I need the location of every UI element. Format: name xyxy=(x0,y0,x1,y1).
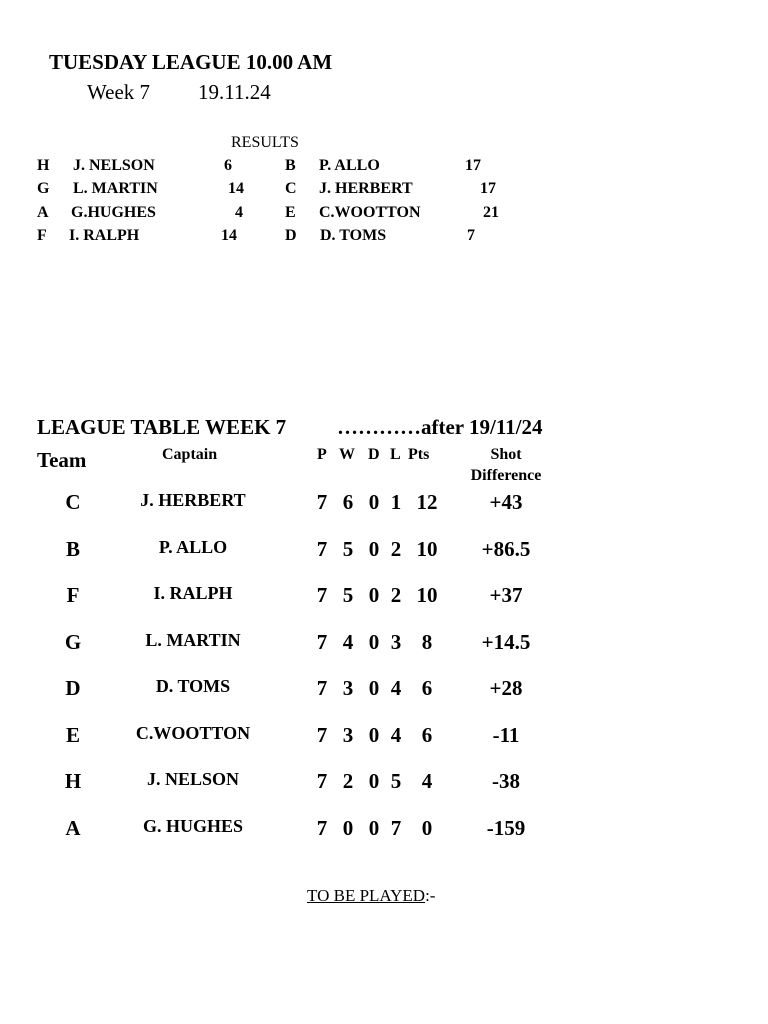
cell-pts: 10 xyxy=(416,583,438,607)
cell-pts: 0 xyxy=(421,816,433,840)
cell-captain: P. ALLO xyxy=(158,537,228,557)
cell-shot-difference: -11 xyxy=(492,723,520,747)
cell-d: 0 xyxy=(368,537,380,561)
header-team: Team xyxy=(37,448,87,472)
header-p: P xyxy=(317,446,327,463)
result-captain-away: J. HERBERT xyxy=(319,180,413,197)
results-heading: RESULTS xyxy=(231,134,299,151)
cell-captain: G. HUGHES xyxy=(142,816,244,836)
cell-shot-difference: +28 xyxy=(489,676,523,700)
cell-team: G xyxy=(64,630,82,654)
cell-captain: J. NELSON xyxy=(146,769,240,789)
cell-team: F xyxy=(66,583,80,607)
cell-shot-difference: +14.5 xyxy=(481,630,531,654)
cell-shot-difference: +86.5 xyxy=(481,537,531,561)
cell-l: 4 xyxy=(390,676,402,700)
result-team-away: D xyxy=(285,227,297,244)
to-be-played-label: TO BE PLAYED xyxy=(307,886,426,905)
cell-captain: D. TOMS xyxy=(155,676,231,696)
cell-shot-difference: +43 xyxy=(489,490,523,514)
cell-l: 3 xyxy=(390,630,402,654)
header-pts: Pts xyxy=(408,446,430,463)
cell-shot-difference: -159 xyxy=(486,816,526,840)
cell-pts: 12 xyxy=(416,490,438,514)
cell-p: 7 xyxy=(316,490,328,514)
cell-pts: 8 xyxy=(421,630,433,654)
to-be-played-suffix: :- xyxy=(425,886,436,905)
cell-team: C xyxy=(65,490,81,514)
cell-captain: L. MARTIN xyxy=(145,630,241,650)
header-w: W xyxy=(339,446,355,463)
result-captain-home: G.HUGHES xyxy=(71,204,156,221)
cell-l: 2 xyxy=(390,537,402,561)
league-table-title: LEAGUE TABLE WEEK 7 xyxy=(37,415,287,439)
cell-w: 6 xyxy=(342,490,354,514)
cell-p: 7 xyxy=(316,723,328,747)
cell-l: 7 xyxy=(390,816,402,840)
result-team-away: B xyxy=(285,157,296,174)
week-label: Week 7 xyxy=(87,80,151,104)
cell-w: 5 xyxy=(342,537,354,561)
cell-shot-difference: -38 xyxy=(492,769,520,793)
cell-d: 0 xyxy=(368,723,380,747)
result-score-away: 21 xyxy=(483,204,499,221)
cell-pts: 4 xyxy=(421,769,433,793)
cell-team: H xyxy=(64,769,82,793)
cell-captain: C.WOOTTON xyxy=(135,723,251,743)
result-score-home: 4 xyxy=(235,204,243,221)
result-team-home: H xyxy=(37,157,50,174)
result-captain-away: P. ALLO xyxy=(319,157,380,174)
header-shot: Shot xyxy=(490,446,522,463)
cell-captain: I. RALPH xyxy=(153,583,233,603)
result-score-away: 17 xyxy=(465,157,481,174)
cell-w: 0 xyxy=(342,816,354,840)
cell-p: 7 xyxy=(316,676,328,700)
cell-team: A xyxy=(65,816,81,840)
result-team-away: E xyxy=(285,204,296,221)
cell-pts: 10 xyxy=(416,537,438,561)
header-l: L xyxy=(390,446,401,463)
header-difference: Difference xyxy=(470,467,542,484)
result-team-home: G xyxy=(37,180,50,197)
cell-l: 5 xyxy=(390,769,402,793)
result-captain-away: C.WOOTTON xyxy=(319,204,421,221)
result-captain-away: D. TOMS xyxy=(320,227,387,244)
page-title: TUESDAY LEAGUE 10.00 AM xyxy=(49,50,333,74)
result-team-away: C xyxy=(285,180,297,197)
result-score-home: 14 xyxy=(228,180,244,197)
league-table-after: …………after 19/11/24 xyxy=(337,415,543,439)
cell-l: 1 xyxy=(390,490,402,514)
result-score-home: 14 xyxy=(221,227,237,244)
result-score-away: 17 xyxy=(480,180,496,197)
result-score-away: 7 xyxy=(467,227,475,244)
cell-team: B xyxy=(65,537,80,561)
result-team-home: F xyxy=(37,227,47,244)
cell-pts: 6 xyxy=(421,676,433,700)
cell-w: 4 xyxy=(342,630,354,654)
cell-p: 7 xyxy=(316,583,328,607)
cell-team: E xyxy=(65,723,80,747)
date-label: 19.11.24 xyxy=(198,80,271,104)
cell-w: 2 xyxy=(342,769,354,793)
cell-p: 7 xyxy=(316,816,328,840)
to-be-played xyxy=(307,886,435,906)
header-captain: Captain xyxy=(162,446,218,463)
cell-l: 2 xyxy=(390,583,402,607)
cell-p: 7 xyxy=(316,537,328,561)
result-captain-home: L. MARTIN xyxy=(73,180,158,197)
cell-l: 4 xyxy=(390,723,402,747)
cell-p: 7 xyxy=(316,769,328,793)
cell-d: 0 xyxy=(368,490,380,514)
cell-d: 0 xyxy=(368,816,380,840)
cell-team: D xyxy=(65,676,81,700)
cell-p: 7 xyxy=(316,630,328,654)
result-captain-home: I. RALPH xyxy=(69,227,140,244)
cell-w: 3 xyxy=(342,723,354,747)
cell-shot-difference: +37 xyxy=(489,583,523,607)
cell-w: 5 xyxy=(342,583,354,607)
result-team-home: A xyxy=(37,204,49,221)
result-captain-home: J. NELSON xyxy=(73,157,155,174)
cell-captain: J. HERBERT xyxy=(140,490,246,510)
header-d: D xyxy=(368,446,380,463)
cell-d: 0 xyxy=(368,769,380,793)
cell-pts: 6 xyxy=(421,723,433,747)
cell-w: 3 xyxy=(342,676,354,700)
cell-d: 0 xyxy=(368,676,380,700)
result-score-home: 6 xyxy=(224,157,232,174)
cell-d: 0 xyxy=(368,583,380,607)
cell-d: 0 xyxy=(368,630,380,654)
